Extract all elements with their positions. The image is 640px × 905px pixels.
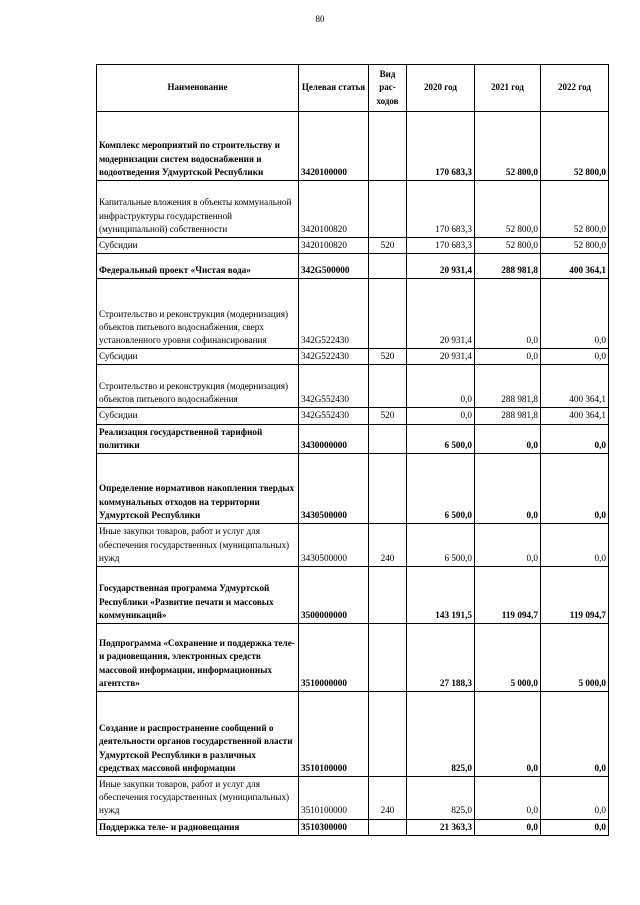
cell-2021: 0,0 bbox=[475, 424, 541, 453]
cell-expense-type bbox=[369, 692, 407, 777]
cell-name: Реализация государственной тарифной политики bbox=[97, 424, 299, 453]
cell-target-article: 3430000000 bbox=[299, 424, 369, 453]
cell-2020: 825,0 bbox=[407, 692, 475, 777]
cell-2020: 0,0 bbox=[407, 365, 475, 408]
cell-2020: 6 500,0 bbox=[407, 454, 475, 524]
cell-name: Создание и распространение сообщений о деятельности органов государственной власти Удмуртской Республики в различных средствах массовой информации bbox=[97, 692, 299, 777]
table-row bbox=[97, 692, 609, 777]
cell-expense-type bbox=[369, 424, 407, 453]
header-expense-type: Вид рас-ходов bbox=[369, 65, 407, 112]
cell-name: Субсидии bbox=[97, 349, 299, 365]
table-row bbox=[97, 181, 609, 238]
cell-target-article: 3510100000 bbox=[299, 692, 369, 777]
cell-name: Субсидии bbox=[97, 238, 299, 254]
table-row bbox=[97, 365, 609, 408]
cell-2021: 288 981,8 bbox=[475, 365, 541, 408]
cell-2021: 0,0 bbox=[475, 692, 541, 777]
cell-expense-type bbox=[369, 624, 407, 692]
cell-expense-type bbox=[369, 454, 407, 524]
cell-target-article: 342G552430 bbox=[299, 365, 369, 408]
table-row bbox=[97, 112, 609, 181]
header-year-2021: 2021 год bbox=[475, 65, 541, 112]
cell-target-article: 3420100820 bbox=[299, 238, 369, 254]
cell-2020: 170 683,3 bbox=[407, 112, 475, 181]
cell-target-article: 3430500000 bbox=[299, 524, 369, 567]
cell-target-article: 342G500000 bbox=[299, 254, 369, 279]
cell-name: Строительство и реконструкция (модернизация) объектов питьевого водоснабжения, сверх установленного уровня софинансирования bbox=[97, 279, 299, 349]
table-row bbox=[97, 624, 609, 692]
cell-2022: 0,0 bbox=[541, 279, 609, 349]
cell-2022: 52 800,0 bbox=[541, 238, 609, 254]
cell-target-article: 342G522430 bbox=[299, 349, 369, 365]
table-row bbox=[97, 524, 609, 567]
table-row bbox=[97, 279, 609, 349]
cell-2020: 0,0 bbox=[407, 408, 475, 424]
cell-2021: 0,0 bbox=[475, 349, 541, 365]
table-row bbox=[97, 454, 609, 524]
cell-2022: 400 364,1 bbox=[541, 365, 609, 408]
cell-target-article: 342G552430 bbox=[299, 408, 369, 424]
cell-2020: 27 188,3 bbox=[407, 624, 475, 692]
header-year-2020: 2020 год bbox=[407, 65, 475, 112]
table-header-row bbox=[97, 65, 609, 112]
cell-2021: 0,0 bbox=[475, 454, 541, 524]
cell-2022: 0,0 bbox=[541, 424, 609, 453]
cell-2021: 119 094,7 bbox=[475, 567, 541, 624]
cell-2020: 20 931,4 bbox=[407, 254, 475, 279]
cell-target-article: 3420100820 bbox=[299, 181, 369, 238]
cell-2021: 0,0 bbox=[475, 777, 541, 820]
cell-2020: 20 931,4 bbox=[407, 279, 475, 349]
cell-2022: 0,0 bbox=[541, 349, 609, 365]
cell-2020: 170 683,3 bbox=[407, 181, 475, 238]
cell-expense-type: 240 bbox=[369, 777, 407, 820]
cell-expense-type: 240 bbox=[369, 524, 407, 567]
cell-name: Поддержка теле- и радиовещания bbox=[97, 819, 299, 835]
cell-2020: 143 191,5 bbox=[407, 567, 475, 624]
cell-expense-type bbox=[369, 365, 407, 408]
table-row bbox=[97, 408, 609, 424]
cell-target-article: 3510100000 bbox=[299, 777, 369, 820]
cell-2022: 0,0 bbox=[541, 524, 609, 567]
cell-2022: 5 000,0 bbox=[541, 624, 609, 692]
cell-name: Комплекс мероприятий по строительству и модернизации систем водоснабжения и водоотведения Удмуртской Республики bbox=[97, 112, 299, 181]
cell-name: Иные закупки товаров, работ и услуг для обеспечения государственных (муниципальных) нужд bbox=[97, 524, 299, 567]
cell-2022: 400 364,1 bbox=[541, 408, 609, 424]
cell-2022: 0,0 bbox=[541, 454, 609, 524]
cell-2022: 119 094,7 bbox=[541, 567, 609, 624]
cell-2021: 288 981,8 bbox=[475, 408, 541, 424]
cell-expense-type: 520 bbox=[369, 349, 407, 365]
cell-2021: 0,0 bbox=[475, 819, 541, 835]
cell-name: Государственная программа Удмуртской Республики «Развитие печати и массовых коммуникаций» bbox=[97, 567, 299, 624]
cell-name: Капитальные вложения в объекты коммунальной инфраструктуры государственной (муниципальной) собственности bbox=[97, 181, 299, 238]
cell-name: Определение нормативов накопления твердых коммунальных отходов на территории Удмуртской Республики bbox=[97, 454, 299, 524]
cell-2022: 52 800,0 bbox=[541, 181, 609, 238]
cell-2021: 288 981,8 bbox=[475, 254, 541, 279]
cell-expense-type bbox=[369, 567, 407, 624]
cell-expense-type bbox=[369, 254, 407, 279]
cell-2020: 21 363,3 bbox=[407, 819, 475, 835]
cell-target-article: 3430500000 bbox=[299, 454, 369, 524]
cell-2021: 52 800,0 bbox=[475, 238, 541, 254]
cell-2022: 52 800,0 bbox=[541, 112, 609, 181]
cell-target-article: 3500000000 bbox=[299, 567, 369, 624]
cell-name: Федеральный проект «Чистая вода» bbox=[97, 254, 299, 279]
table-row bbox=[97, 349, 609, 365]
cell-target-article: 342G522430 bbox=[299, 279, 369, 349]
table-row bbox=[97, 238, 609, 254]
cell-expense-type: 520 bbox=[369, 238, 407, 254]
header-name: Наименование bbox=[97, 65, 299, 112]
cell-2020: 20 931,4 bbox=[407, 349, 475, 365]
cell-2021: 0,0 bbox=[475, 524, 541, 567]
cell-expense-type: 520 bbox=[369, 408, 407, 424]
cell-expense-type bbox=[369, 181, 407, 238]
cell-target-article: 3420100000 bbox=[299, 112, 369, 181]
cell-name: Строительство и реконструкция (модернизация) объектов питьевого водоснабжения bbox=[97, 365, 299, 408]
cell-name: Подпрограмма «Сохранение и поддержка теле- и радиовещания, электронных средств массовой информации, информационных агентств» bbox=[97, 624, 299, 692]
cell-2021: 52 800,0 bbox=[475, 112, 541, 181]
cell-2022: 400 364,1 bbox=[541, 254, 609, 279]
cell-name: Иные закупки товаров, работ и услуг для обеспечения государственных (муниципальных) нужд bbox=[97, 777, 299, 820]
cell-expense-type bbox=[369, 112, 407, 181]
cell-target-article: 3510000000 bbox=[299, 624, 369, 692]
table-row bbox=[97, 777, 609, 820]
page-number: 80 bbox=[315, 14, 325, 24]
cell-2020: 825,0 bbox=[407, 777, 475, 820]
cell-2021: 0,0 bbox=[475, 279, 541, 349]
cell-2020: 6 500,0 bbox=[407, 424, 475, 453]
cell-2022: 0,0 bbox=[541, 777, 609, 820]
table-row bbox=[97, 819, 609, 835]
cell-2020: 170 683,3 bbox=[407, 238, 475, 254]
cell-expense-type bbox=[369, 279, 407, 349]
header-target-article: Целевая статья bbox=[299, 65, 369, 112]
table-row bbox=[97, 424, 609, 453]
table-row bbox=[97, 254, 609, 279]
cell-2020: 6 500,0 bbox=[407, 524, 475, 567]
cell-2021: 52 800,0 bbox=[475, 181, 541, 238]
cell-name: Субсидии bbox=[97, 408, 299, 424]
cell-2022: 0,0 bbox=[541, 819, 609, 835]
cell-target-article: 3510300000 bbox=[299, 819, 369, 835]
cell-2022: 0,0 bbox=[541, 692, 609, 777]
cell-expense-type bbox=[369, 819, 407, 835]
cell-2021: 5 000,0 bbox=[475, 624, 541, 692]
table-row bbox=[97, 567, 609, 624]
budget-table bbox=[96, 64, 609, 836]
header-year-2022: 2022 год bbox=[541, 65, 609, 112]
